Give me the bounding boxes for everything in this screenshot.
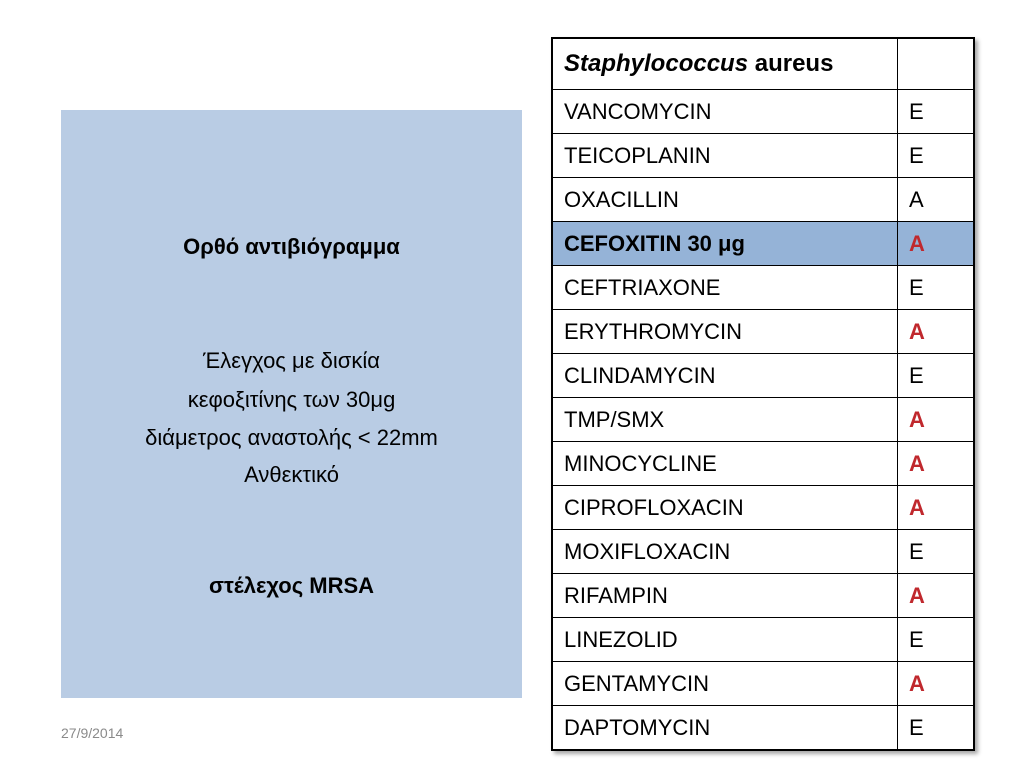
test-description-line: διάμετρος αναστολής < 22mm	[145, 425, 438, 450]
susceptibility-result: A	[898, 662, 975, 706]
table-row	[552, 398, 974, 442]
table-row	[552, 90, 974, 134]
susceptibility-result: E	[898, 706, 975, 751]
organism-header	[552, 38, 898, 90]
table-row	[552, 266, 974, 310]
test-result-line: Ανθεκτικό	[244, 462, 339, 487]
antibiotic-name: RIFAMPIN	[552, 574, 898, 618]
table-row	[552, 706, 974, 751]
antibiotic-name: CEFOXITIN 30 μg	[552, 222, 898, 266]
susceptibility-result: E	[898, 618, 975, 662]
table-row	[552, 134, 974, 178]
antibiotic-name: DAPTOMYCIN	[552, 706, 898, 751]
table-header-row	[552, 38, 974, 90]
table-row	[552, 618, 974, 662]
strain-label: στέλεχος MRSA	[208, 573, 375, 598]
susceptibility-result: A	[898, 398, 975, 442]
antibiotic-name: LINEZOLID	[552, 618, 898, 662]
antibiotic-name: MINOCYCLINE	[552, 442, 898, 486]
susceptibility-result: E	[898, 134, 975, 178]
table-row	[552, 354, 974, 398]
susceptibility-result: A	[898, 222, 975, 266]
table-row	[552, 178, 974, 222]
susceptibility-result: A	[898, 442, 975, 486]
table-row	[552, 486, 974, 530]
antibiotic-name: TEICOPLANIN	[552, 134, 898, 178]
susceptibility-result: E	[898, 266, 975, 310]
table-row	[552, 662, 974, 706]
test-description-line: Έλεγχος με δισκία	[203, 348, 380, 373]
info-panel	[61, 110, 522, 698]
antibiotic-name: CEFTRIAXONE	[552, 266, 898, 310]
organism-species: aureus	[754, 50, 834, 77]
antibiotic-name: MOXIFLOXACIN	[552, 530, 898, 574]
susceptibility-result: A	[898, 574, 975, 618]
antibiotic-name: ERYTHROMYCIN	[552, 310, 898, 354]
antibiotic-name: CLINDAMYCIN	[552, 354, 898, 398]
susceptibility-table	[551, 37, 975, 751]
table-row	[552, 574, 974, 618]
susceptibility-result: E	[898, 354, 975, 398]
slide-date: 27/9/2014	[61, 725, 124, 741]
susceptibility-result: A	[898, 486, 975, 530]
table-row	[552, 222, 974, 266]
antibiotic-name: VANCOMYCIN	[552, 90, 898, 134]
table-row	[552, 442, 974, 486]
susceptibility-result: E	[898, 530, 975, 574]
result-header	[898, 38, 975, 90]
organism-genus: Staphylococcus	[564, 50, 749, 77]
susceptibility-result: A	[898, 178, 975, 222]
table-row	[552, 530, 974, 574]
susceptibility-result: E	[898, 90, 975, 134]
panel-title: Ορθό αντιβιόγραμμα	[183, 234, 400, 259]
antibiotic-name: OXACILLIN	[552, 178, 898, 222]
antibiotic-name: GENTAMYCIN	[552, 662, 898, 706]
antibiotic-name: CIPROFLOXACIN	[552, 486, 898, 530]
antibiotic-name: TMP/SMX	[552, 398, 898, 442]
test-description-line: κεφοξιτίνης των 30μg	[187, 387, 396, 412]
table-row	[552, 310, 974, 354]
susceptibility-result: A	[898, 310, 975, 354]
